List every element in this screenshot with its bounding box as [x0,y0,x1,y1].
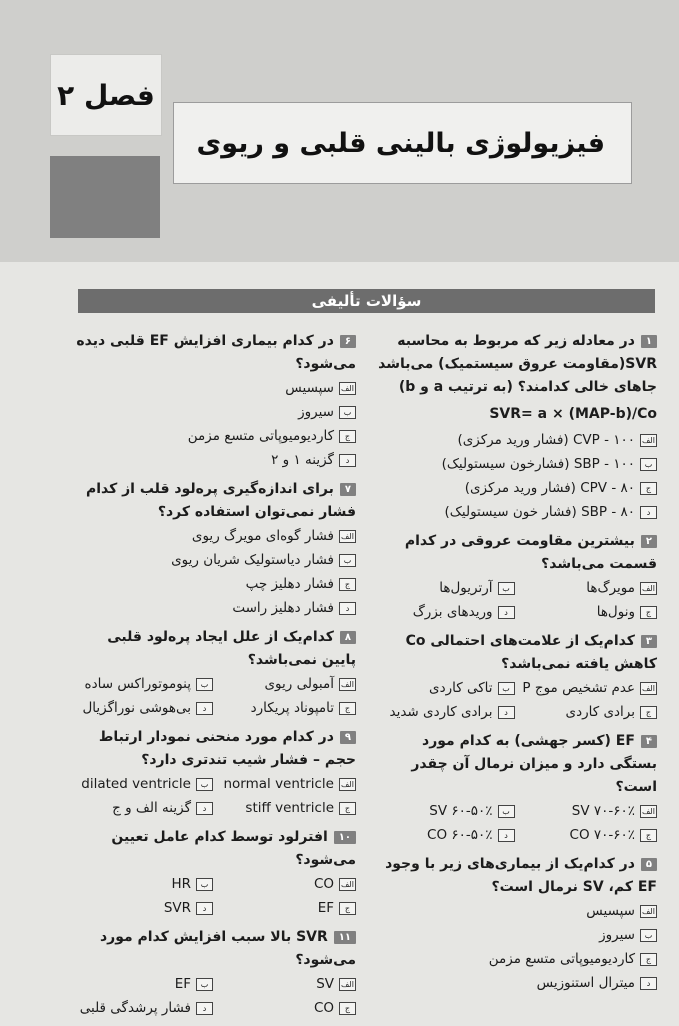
option-text: سپسیس [586,903,635,919]
option-marker: د [339,454,356,467]
option [372,576,515,600]
question-1 [372,330,657,524]
option [70,672,213,696]
question-4 [372,730,657,847]
option [372,947,657,971]
option-text: dilated ventricle [81,776,191,792]
option [70,796,213,820]
option-marker: الف [640,905,657,918]
option-marker: ب [196,978,213,991]
option-text: CO ۶۰-۵۰٪ [427,827,493,843]
option [515,700,658,724]
question-6 [70,330,356,472]
option [515,600,658,624]
option-marker: الف [640,805,657,818]
option-marker: ج [339,1002,356,1015]
chapter-title: فیزیولوژی بالینی قلبی و ریوی [173,102,632,184]
option [213,896,356,920]
option [70,972,213,996]
option-text: SBP - ۱۰۰ (فشارخون سیستولیک) [441,456,635,472]
question-number: ۸ [340,631,356,644]
option-text: SV ۷۰-۶۰٪ [571,803,635,819]
option-text: CPV - ۸۰ (فشار ورید مرکزی) [464,480,635,496]
option-marker: الف [640,434,657,447]
question-number: ۹ [340,731,356,744]
option-text: EF [174,976,191,992]
option [372,600,515,624]
option-marker: د [640,977,657,990]
option-text: آرتریول‌ها [439,580,493,596]
option-marker: د [498,606,515,619]
option-text: کاردیومیوپاتی متسع مزمن [187,428,334,444]
option-marker: د [196,902,213,915]
question-text: در کدام بیماری افزایش EF قلبی دیده می‌شود؟ [76,333,356,372]
question-text: کدام‌یک از علامت‌های احتمالی Co کاهش یافته نمی‌باشد؟ [405,633,657,672]
option [70,376,356,400]
option-text: فشار گوه‌ای مویرگ ریوی [191,528,334,544]
option [213,772,356,796]
formula: SVR= a × (MAP-b)/Co [489,406,657,422]
option-marker: الف [339,678,356,691]
option [70,996,213,1020]
option-text: وریدهای بزرگ [412,604,493,620]
question-text: در کدام‌یک از بیماری‌های زیر با وجود EF کم، SV نرمال است؟ [385,856,657,895]
question-8 [70,626,356,720]
option-text: کاردیومیوپاتی متسع مزمن [488,951,635,967]
option [213,696,356,720]
option [70,696,213,720]
question-3 [372,630,657,724]
option-marker: الف [339,978,356,991]
question-9 [70,726,356,820]
option-marker: ج [640,706,657,719]
option [372,823,515,847]
option [70,572,356,596]
question-text: بیشترین مقاومت عروقی در کدام قسمت می‌باشد؟ [404,533,657,572]
option-text: آمبولی ریوی [264,676,334,692]
question-number: ۶ [340,335,356,348]
option-marker: ب [196,878,213,891]
option-text: فشار دهلیز راست [232,600,334,616]
question-text: SVR بالا سبب افزایش کدام مورد می‌شود؟ [99,929,356,968]
option-marker: ب [498,582,515,595]
option-marker: الف [640,582,657,595]
option [70,872,213,896]
option-text: normal ventricle [223,776,334,792]
option [70,548,356,572]
question-11 [70,926,356,1020]
option-text: سیروز [599,927,635,943]
option-marker: ج [339,702,356,715]
option-marker: الف [339,530,356,543]
question-number: ۷ [340,483,356,496]
option-marker: د [339,602,356,615]
option [372,676,515,700]
option [372,971,657,995]
option-marker: د [196,1002,213,1015]
option-text: CO [313,876,334,892]
question-7 [70,478,356,620]
option [213,996,356,1020]
option-marker: ب [339,406,356,419]
question-number: ۳ [641,635,657,648]
option [70,400,356,424]
option [213,972,356,996]
option-text: فشار دهلیز چپ [245,576,334,592]
option [213,672,356,696]
chapter-label: فصل ۲ [50,54,162,136]
option-marker: ب [196,678,213,691]
questions-right-column [372,330,657,1001]
option [372,452,657,476]
option-text: stiff ventricle [245,800,334,816]
option-marker: د [640,506,657,519]
option-text: CO [313,1000,334,1016]
option-marker: ب [498,805,515,818]
option [213,796,356,820]
option-text: گزینه ۱ و ۲ [271,452,334,468]
section-heading: سؤالات تألیفی [78,289,655,313]
option [70,448,356,472]
option-text: EF [317,900,334,916]
option-marker: د [196,802,213,815]
option-marker: ب [640,929,657,942]
option-marker: الف [339,382,356,395]
option-text: برادی کاردی شدید [389,704,493,720]
option-text: SBP - ۸۰ (فشار خون سیستولیک) [444,504,635,520]
option-text: مویرگ‌ها [586,580,635,596]
question-number: ۱۱ [334,931,356,944]
questions-left-column [70,330,356,1026]
option-marker: ج [339,902,356,915]
question-number: ۴ [641,735,657,748]
option [372,923,657,947]
option-text: فشار دیاستولیک شریان ریوی [171,552,334,568]
question-number: ۱۰ [334,831,356,844]
option-marker: ج [640,829,657,842]
option [515,576,658,600]
option-text: تامپوناد پریکارد [250,700,334,716]
option-marker: ب [640,458,657,471]
question-number: ۲ [641,535,657,548]
option-text: SV ۶۰-۵۰٪ [429,803,493,819]
option-text: پنوموتوراکس ساده [84,676,191,692]
option [70,596,356,620]
option-text: عدم تشخیص موج P [522,680,635,696]
question-2 [372,530,657,624]
option-text: فشار پرشدگی قلبی [79,1000,191,1016]
option-marker: ج [640,606,657,619]
question-number: ۱ [641,335,657,348]
option [372,700,515,724]
option-text: SV [316,976,334,992]
question-text: EF (کسر جهشی) به کدام مورد بستگی دارد و میزان نرمال آن چقدر است؟ [411,733,657,795]
option-marker: ج [640,953,657,966]
option [515,823,658,847]
option [515,676,658,700]
option-marker: د [498,829,515,842]
question-text: در معادله زیر که مربوط به محاسبه SVR(مقاومت عروق سیستمیک) می‌باشد جاهای خالی کدامند؟ (به ترتیب a و b) [378,333,657,395]
option-marker: ج [640,482,657,495]
option-marker: ج [339,430,356,443]
question-text: افترلود توسط کدام عامل تعیین می‌شود؟ [111,829,356,868]
option [70,896,213,920]
question-number: ۵ [641,858,657,871]
question-text: کدام‌یک از علل ایجاد پره‌لود قلبی پایین نمی‌باشد؟ [107,629,356,668]
option-marker: د [196,702,213,715]
option-text: تاکی کاردی [429,680,493,696]
option-text: HR [171,876,191,892]
option-marker: الف [339,878,356,891]
option [70,524,356,548]
option [372,899,657,923]
option [213,872,356,896]
option-text: برادی کاردی [565,704,635,720]
option-marker: الف [640,682,657,695]
chapter-decor-block [50,156,160,238]
question-5 [372,853,657,995]
option-text: میترال استنوزیس [536,975,635,991]
option-text: CVP - ۱۰۰ (فشار ورید مرکزی) [457,432,635,448]
option [372,500,657,524]
option-marker: الف [339,778,356,791]
question-text: در کدام مورد منحنی نمودار ارتباط حجم – فشار شیب تندتری دارد؟ [98,729,356,768]
option-text: سپسیس [285,380,334,396]
option-text: CO ۷۰-۶۰٪ [569,827,635,843]
option-text: گزینه الف و ج [112,800,191,816]
option-marker: ب [498,682,515,695]
option [515,799,658,823]
option-marker: ب [196,778,213,791]
option-text: ونول‌ها [596,604,635,620]
option [372,428,657,452]
option [70,772,213,796]
option-marker: د [498,706,515,719]
option-text: سیروز [298,404,334,420]
option [372,799,515,823]
option-text: بی‌هوشی نوراگزیال [82,700,191,716]
option-marker: ب [339,554,356,567]
question-10 [70,826,356,920]
option-text: SVR [163,900,191,916]
option-marker: ج [339,578,356,591]
option [372,476,657,500]
option [70,424,356,448]
option-marker: ج [339,802,356,815]
question-text: برای اندازه‌گیری پره‌لود قلب از کدام فشار نمی‌توان استفاده کرد؟ [85,481,356,520]
